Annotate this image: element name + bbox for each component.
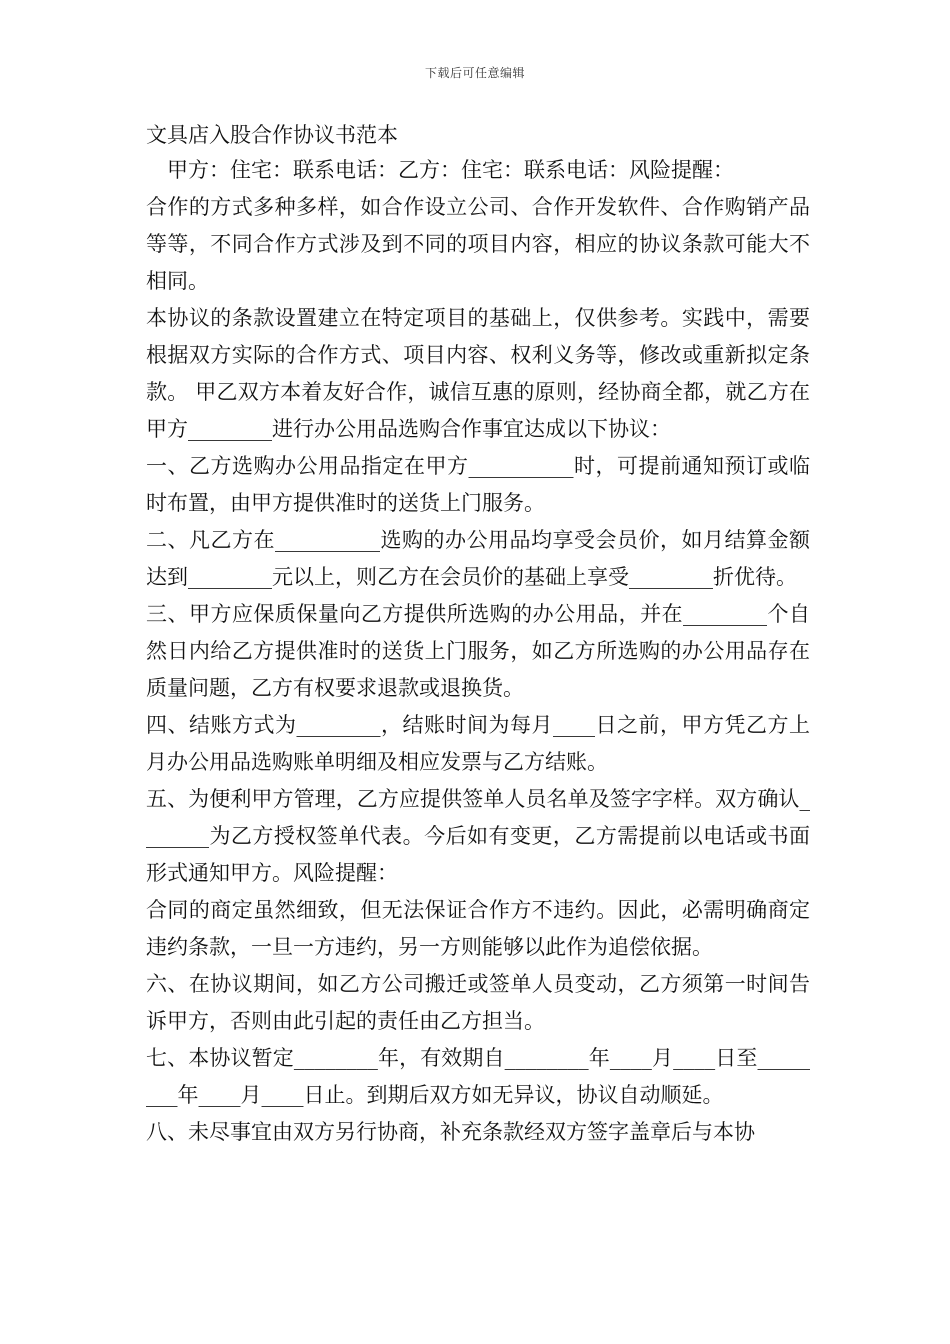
paragraph-risk-note-2: 合同的商定虽然细致，但无法保证合作方不违约。因此，必需明确商定违约条款，一旦一方违约，另一方则能够以此作为追偿依据。	[146, 898, 810, 959]
clause-6: 六、在协议期间，如乙方公司搬迁或签单人员变动，乙方须第一时间告诉甲方，否则由此引起的责任由乙方担当。	[146, 972, 810, 1033]
clause-1: 一、乙方选购办公用品指定在甲方__________时，可提前通知预订或临时布置，由甲方提供准时的送货上门服务。	[146, 454, 810, 515]
clause-8: 八、未尽事宜由双方另行协商，补充条款经双方签字盖章后与本协	[146, 1120, 755, 1144]
clause-3: 三、甲方应保质保量向乙方提供所选购的办公用品，并在________个自然日内给乙方提供准时的送货上门服务，如乙方所选购的办公用品存在质量问题，乙方有权要求退款或退换货。	[146, 602, 810, 700]
clause-2: 二、凡乙方在__________选购的办公用品均享受会员价，如月结算金额达到________元以上，则乙方在会员价的基础上享受________折优待。	[146, 528, 810, 589]
paragraph-risk-note-1: 合作的方式多种多样，如合作设立公司、合作开发软件、合作购销产品等等，不同合作方式涉及到不同的项目内容，相应的协议条款可能大不相同。	[146, 195, 810, 293]
clause-5: 五、为便利甲方管理，乙方应提供签单人员名单及签字字样。双方确认_______为乙方授权签单代表。今后如有变更，乙方需提前以电话或书面形式通知甲方。风险提醒：	[146, 787, 810, 885]
clause-7: 七、本协议暂定________年，有效期自________年____月____日至________年____月____日止。到期后双方如无异议，协议自动顺延。	[146, 1046, 810, 1107]
clause-4: 四、结账方式为________，结账时间为每月____日之前，甲方凭乙方上月办公用品选购账单明细及相应发票与乙方结账。	[146, 713, 810, 774]
page-header-note: 下载后可任意编辑	[424, 66, 525, 80]
document-body	[146, 118, 810, 1151]
paragraph-preamble: 本协议的条款设置建立在特定项目的基础上，仅供参考。实践中，需要根据双方实际的合作方式、项目内容、权利义务等，修改或重新拟定条款。 甲乙双方本着友好合作，诚信互惠的原则，经协商全都，就乙方在甲方________进行办公用品选购合作事宜达成以下协议：	[146, 306, 810, 441]
document-title: 文具店入股合作协议书范本	[146, 123, 398, 147]
paragraph-parties: 甲方：住宅：联系电话：乙方：住宅：联系电话：风险提醒：	[167, 158, 734, 182]
